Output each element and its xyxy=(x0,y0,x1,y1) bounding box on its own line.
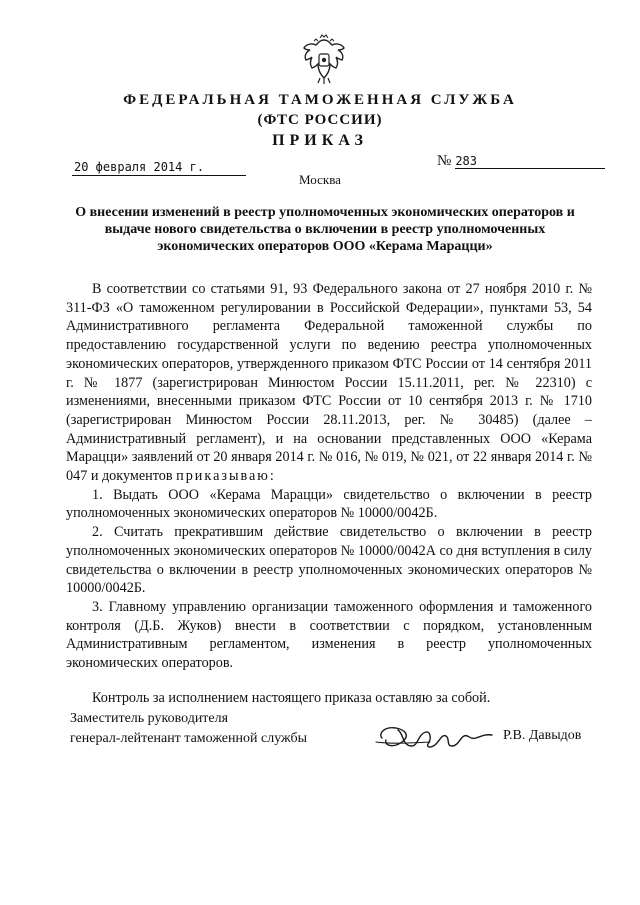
signer-position xyxy=(70,709,307,749)
order-item-2: 2. Считать прекратившим действие свидетельство о включении в реестр уполномоченных экономических операторов № 10000/0042А со дня вступления в силу свидетельства о включении в реестр уполномоченных экономических операторов № 10000/0042Б. xyxy=(66,524,592,597)
order-date: 20 февраля 2014 г. xyxy=(72,160,246,176)
order-body xyxy=(66,280,592,707)
order-item-1: 1. Выдать ООО «Керама Марацци» свидетельство о включении в реестр уполномоченных экономических операторов № 10000/0042Б. xyxy=(66,486,592,522)
signer-name: Р.В. Давыдов xyxy=(503,728,582,743)
preamble-text: В соответствии со статьями 91, 93 Федерального закона от 27 ноября 2010 г. № 311-ФЗ «О таможенном регулировании в Российской Федерации», пунктами 53, 54 Административного регламента Федеральной таможенной службы по предоставлению государственной услуги по ведению реестра уполномоченных экономических операторов, утвержденного приказом ФТС России от 14 сентября 2011 г. № 1877 (зарегистрирован Минюстом России 15.11.2011, рег. № 22310) с изменениями, внесенными приказом ФТС России от 10 сентября 2013 г. № 1710 (зарегистрирован Минюстом России 28.11.2013, рег. № 30485) (далее – Административный регламент), и на основании представленных ООО «Керама Марацци» заявлений от 20 января 2014 г. № 016, № 019, № 021, от 22 января 2014 г. № 047 и документов xyxy=(66,281,592,485)
agency-abbreviation: (ФТС РОССИИ) xyxy=(257,112,383,128)
order-number xyxy=(437,153,605,170)
order-number-value: 283 xyxy=(455,154,605,169)
city: Москва xyxy=(299,172,341,187)
control-paragraph: Контроль за исполнением настоящего приказа оставляю за собой. xyxy=(92,689,491,706)
command-word: приказываю: xyxy=(176,468,276,485)
number-sign: № xyxy=(437,153,452,169)
signer-position-line-1: Заместитель руководителя xyxy=(70,711,229,726)
order-heading: О внесении изменений в реестр уполномоченных экономических операторов и выдаче нового свидетельства о включении в реестр уполномоченных экономических операторов ООО «Керама Марацци» xyxy=(75,205,575,254)
agency-name: ФЕДЕРАЛЬНАЯ ТАМОЖЕННАЯ СЛУЖБА xyxy=(123,92,517,108)
order-item-3: 3. Главному управлению организации таможенного оформления и таможенного контроля (Д.Б. Жуков) внести в соответствии с порядком, установленным Административным регламентом, изменения в реестр уполномоченных экономических операторов. xyxy=(66,598,592,672)
signer-position-line-2: генерал-лейтенант таможенной службы xyxy=(70,731,308,746)
russian-coat-of-arms-icon xyxy=(300,34,348,86)
handwritten-signature xyxy=(372,716,496,756)
document-type: ПРИКАЗ xyxy=(272,132,368,149)
preamble-paragraph xyxy=(66,280,592,486)
